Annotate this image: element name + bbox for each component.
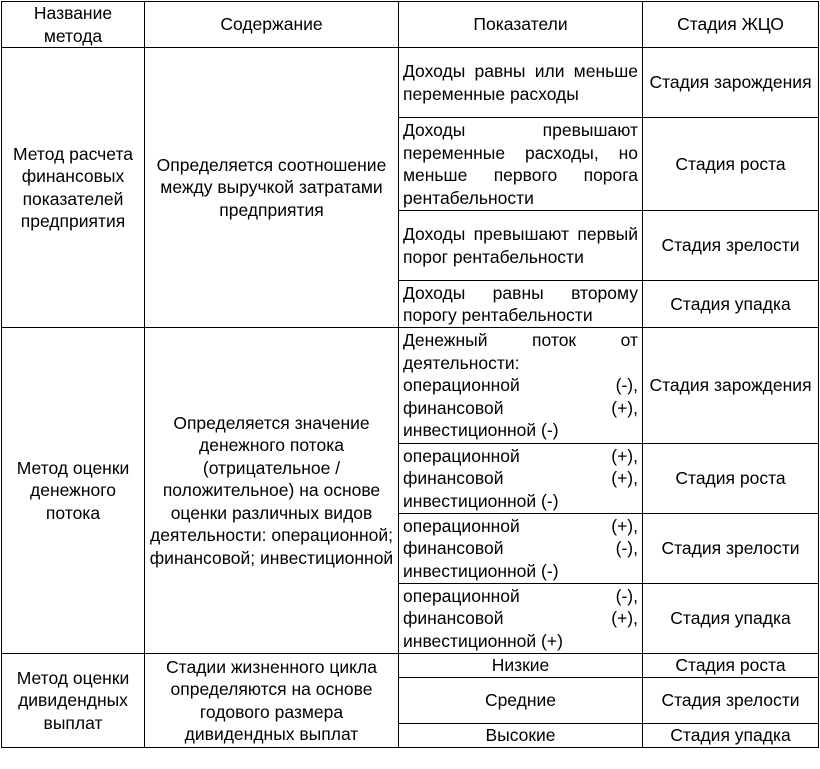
indicator-cell [399, 584, 643, 654]
stage-cell: Стадия зарождения [643, 328, 819, 444]
stage-cell: Стадия зрелости [643, 514, 819, 584]
indicator-cell: Доходы превышают первый порог рентабельности [399, 211, 643, 281]
header-stage: Стадия ЖЦО [643, 2, 819, 48]
indicator-cell: Доходы превышают переменные расходы, но меньше первого порога рентабельности [399, 118, 643, 211]
indicator-cell [399, 328, 643, 444]
table-row [2, 48, 819, 118]
stage-cell: Стадия упадка [643, 724, 819, 748]
stage-cell: Стадия роста [643, 654, 819, 678]
content-cell: Определяется соотношение между выручкой затратами предприятия [145, 48, 399, 328]
table-row [2, 328, 819, 444]
indicator-line: инвестиционной (-) [403, 420, 559, 441]
indicator-cell: Доходы равны или меньше переменные расходы [399, 48, 643, 118]
method-cell: Метод оценки денежного потока [2, 328, 145, 654]
indicator-line: операционной (-), [403, 585, 638, 606]
stage-cell: Стадия упадка [643, 281, 819, 328]
stage-cell: Стадия роста [643, 118, 819, 211]
indicator-line: операционной (-), [403, 375, 638, 396]
indicator-cell [399, 444, 643, 514]
indicator-line: инвестиционной (-) [403, 560, 559, 581]
stage-cell: Стадия зрелости [643, 678, 819, 724]
method-cell: Метод оценки дивидендных выплат [2, 654, 145, 748]
method-cell: Метод расчета финансовых показателей предприятия [2, 48, 145, 328]
stage-cell: Стадия зрелости [643, 211, 819, 281]
content-cell: Определяется значение денежного потока (отрицательное / положительное) на основе оценки различных видов деятельности: операционной; финансовой; инвестиционной [145, 328, 399, 654]
table-row [2, 654, 819, 678]
stage-cell: Стадия упадка [643, 584, 819, 654]
indicator-line: операционной (+), [403, 515, 638, 536]
indicator-line: инвестиционной (-) [403, 490, 559, 511]
indicator-cell [399, 514, 643, 584]
indicator-line: финансовой (-), [403, 538, 638, 559]
header-indicators: Показатели [399, 2, 643, 48]
header-method: Название метода [2, 2, 145, 48]
stage-cell: Стадия зарождения [643, 48, 819, 118]
indicator-line: операционной (+), [403, 445, 638, 466]
content-cell: Стадии жизненного цикла определяются на основе годового размера дивидендных выплат [145, 654, 399, 748]
header-content: Содержание [145, 2, 399, 48]
indicator-cell: Средние [399, 678, 643, 724]
stage-cell: Стадия роста [643, 444, 819, 514]
indicator-cell: Низкие [399, 654, 643, 678]
indicator-line: финансовой (+), [403, 397, 638, 418]
indicator-line: финансовой (+), [403, 608, 638, 629]
indicator-line: инвестиционной (+) [403, 630, 563, 651]
header-row [2, 2, 819, 48]
indicator-cell: Доходы равны второму порогу рентабельности [399, 281, 643, 328]
indicator-intro: Денежный поток от деятельности: [403, 330, 638, 373]
indicator-line: финансовой (+), [403, 468, 638, 489]
lifecycle-methods-table [1, 1, 819, 748]
indicator-cell: Высокие [399, 724, 643, 748]
